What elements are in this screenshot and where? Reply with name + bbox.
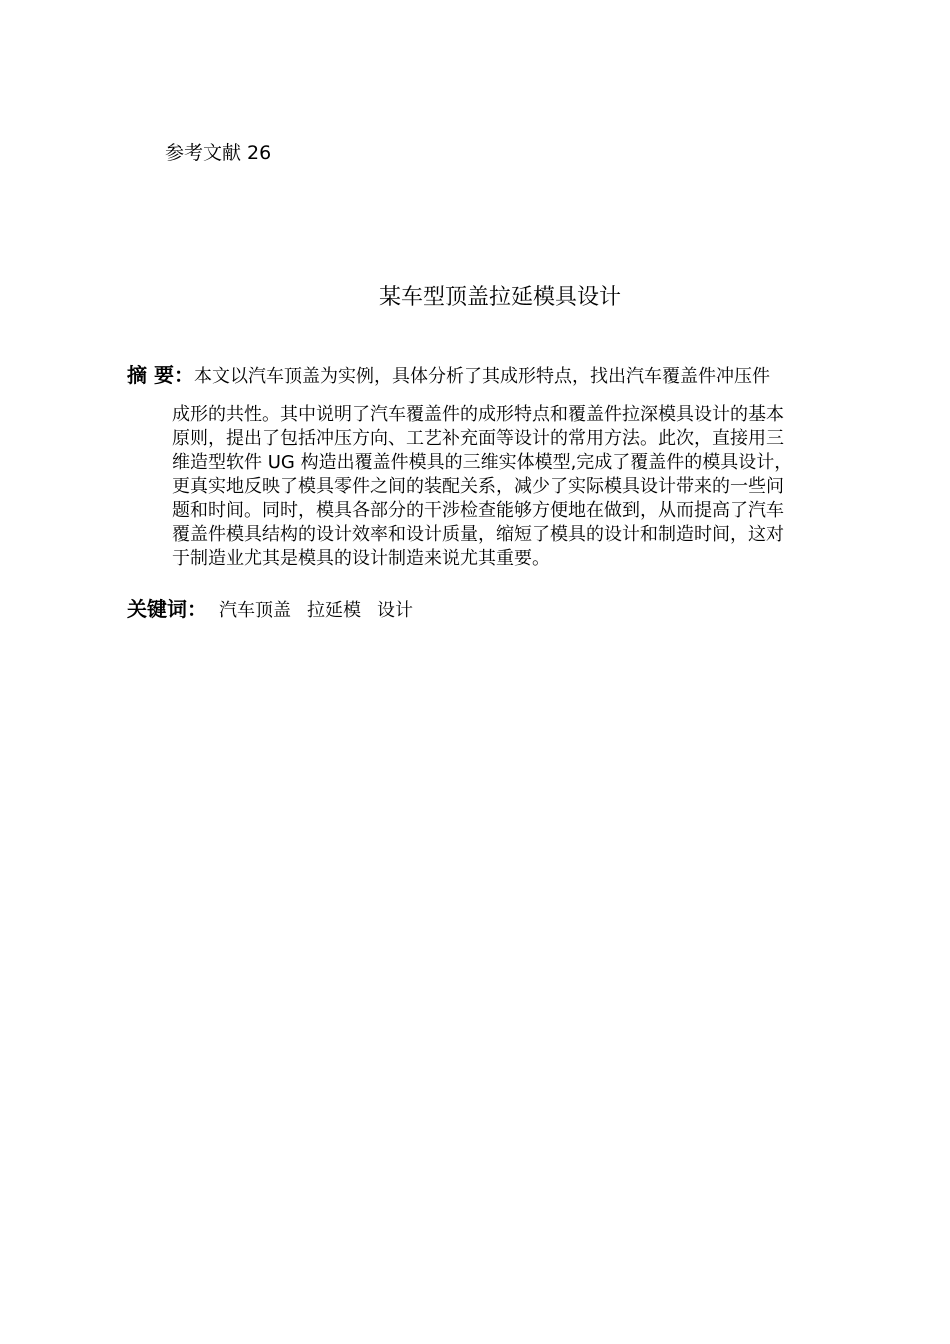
abstract-text-line-1: 本文以汽车顶盖为实例，具体分析了其成形特点，找出汽车覆盖件冲压件 <box>193 366 770 387</box>
abstract-text-line: 成形的共性。其中说明了汽车覆盖件的成形特点和覆盖件拉深模具设计的基本 <box>172 404 784 425</box>
keywords-label: 关键词： <box>127 597 207 621</box>
keyword-item: 汽车顶盖 <box>219 600 291 621</box>
abstract-text-line: 维造型软件 UG 构造出覆盖件模具的三维实体模型,完成了覆盖件的模具设计， <box>172 452 793 473</box>
abstract-label: 摘 要： <box>127 363 194 387</box>
abstract-body <box>172 403 847 571</box>
abstract-section <box>127 361 847 571</box>
abstract-first-line <box>127 361 847 391</box>
toc-entry-references: 参考文献 26 <box>165 142 272 164</box>
abstract-text-line: 原则，提出了包括冲压方向、工艺补充面等设计的常用方法。此次，直接用三 <box>172 428 784 449</box>
keyword-item: 拉延模 <box>307 600 361 621</box>
abstract-text-line: 于制造业尤其是模具的设计制造来说尤其重要。 <box>172 548 550 569</box>
keywords-section <box>127 596 413 624</box>
abstract-text-line: 题和时间。同时，模具各部分的干涉检查能够方便地在做到，从而提高了汽车 <box>172 500 784 521</box>
keyword-item: 设计 <box>377 600 413 621</box>
abstract-text-line: 更真实地反映了模具零件之间的装配关系，减少了实际模具设计带来的一些问 <box>172 476 784 497</box>
abstract-text-line: 覆盖件模具结构的设计效率和设计质量，缩短了模具的设计和制造时间，这对 <box>172 524 784 545</box>
document-title: 某车型顶盖拉延模具设计 <box>378 285 621 310</box>
